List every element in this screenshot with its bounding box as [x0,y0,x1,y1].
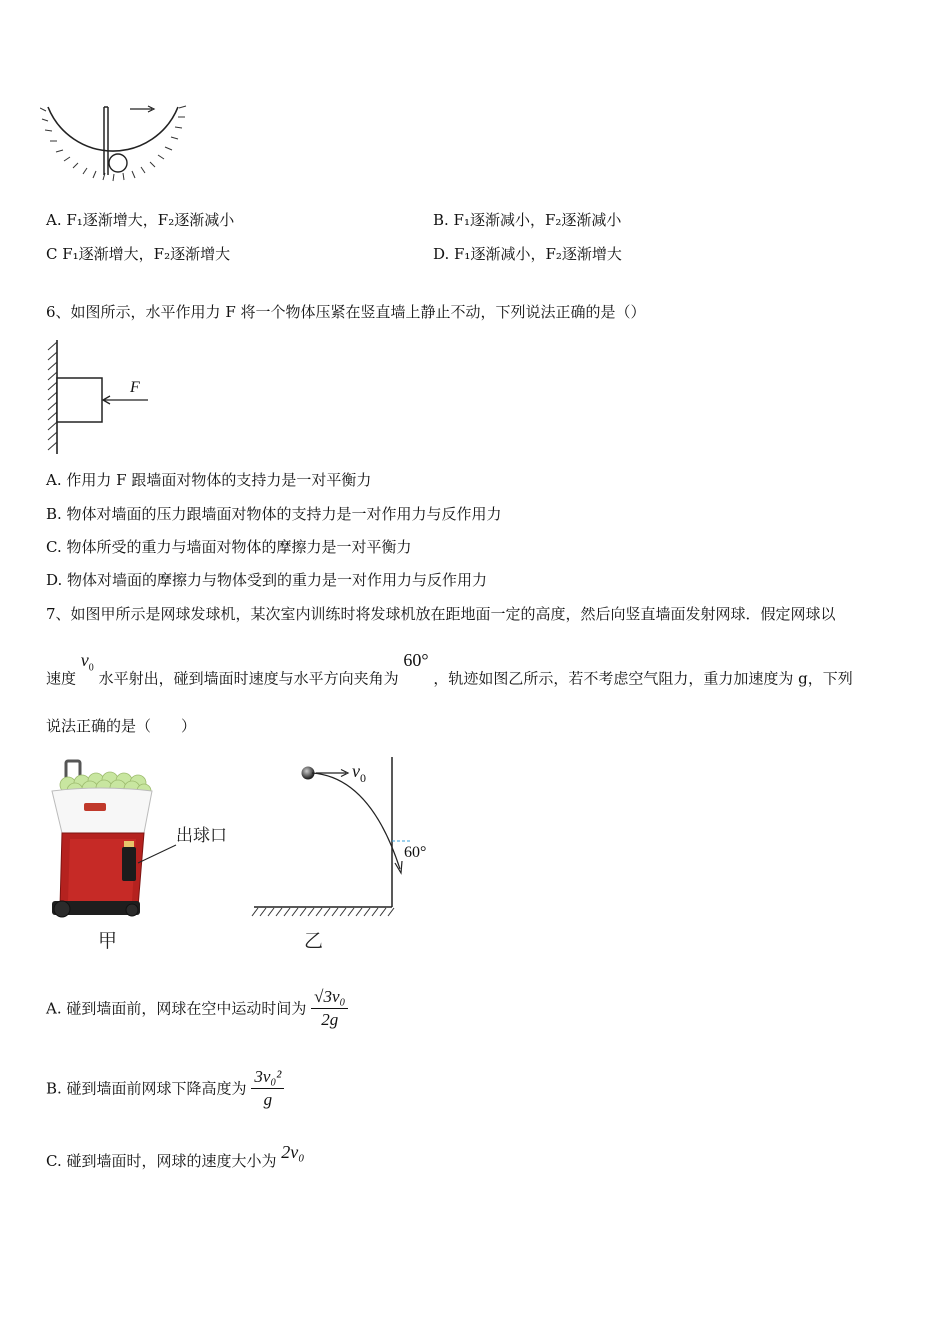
angle-label: 60° [404,844,427,861]
q7-option-a-text: A. 碰到墙面前，网球在空中运动时间为 [46,999,307,1018]
fraction-a [311,986,348,1031]
q5-option-c[interactable]: C F₁逐渐增大，F₂逐渐增大 [46,245,231,263]
q6-option-b[interactable]: B. 物体对墙面的压力跟墙面对物体的支持力是一对作用力与反作用力 [46,505,502,523]
outlet-label: 出球口 [176,826,227,845]
q7-option-a[interactable] [46,986,348,1036]
wall-block-figure [40,338,160,458]
q7-stem-line2-c: ，轨迹如图乙所示，若不考虑空气阻力，重力加速度为 g，下列 [433,669,853,688]
fig-yi-label: 乙 [304,931,324,952]
fraction-b-num: 3v₀² [251,1066,284,1089]
q7-option-b-text: B. 碰到墙面前网球下降高度为 [46,1079,247,1098]
q7-option-c-text: C. 碰到墙面时，网球的速度大小为 [46,1152,277,1170]
trajectory-figure [250,755,450,955]
fraction-b [251,1066,284,1111]
q6-option-a[interactable]: A. 作用力 F 跟墙面对物体的支持力是一对平衡力 [46,471,372,489]
v0-letter: v [80,650,89,670]
q7-option-c-expr: 2v₀ [281,1142,305,1162]
ball-machine-figure [40,755,250,955]
q7-stem-line3: 说法正确的是（ ） [46,717,197,735]
v0-symbol: $v_0$ [80,650,94,674]
q7-stem-line2 [46,650,853,690]
v0-label: $v_0$ [352,761,366,785]
v0-label-letter: v [352,761,360,781]
angle-60: 60° [403,650,429,670]
q6-option-d[interactable]: D. 物体对墙面的摩擦力与物体受到的重力是一对作用力与反作用力 [46,571,488,589]
q7-option-c[interactable] [46,1142,305,1180]
q5-option-d[interactable]: D. F₁逐渐减小，F₂逐渐增大 [433,245,622,263]
q7-option-b[interactable] [46,1066,284,1116]
fraction-b-den: g [263,1090,273,1109]
bowl-figure [40,95,190,190]
fig-jia-label: 甲 [98,931,118,952]
q7-stem-line1: 7、如图甲所示是网球发球机，某次室内训练时将发球机放在距地面一定的高度，然后向竖直墙面发射网球．假定网球以 [46,605,836,623]
q6-option-c[interactable]: C. 物体所受的重力与墙面对物体的摩擦力是一对平衡力 [46,538,412,556]
force-f-label: F [130,379,140,396]
q7-stem-line2-a: 速度 [46,669,77,688]
q5-option-b[interactable]: B. F₁逐渐减小，F₂逐渐减小 [433,211,622,229]
fraction-a-den: 2g [321,1010,339,1029]
q5-option-a[interactable]: A. F₁逐渐增大，F₂逐渐减小 [46,211,235,229]
q7-stem-line2-b: 水平射出，碰到墙面时速度与水平方向夹角为 [98,669,399,688]
fraction-a-num: √3v₀ [311,986,348,1009]
q6-stem: 6、如图所示，水平作用力 F 将一个物体压紧在竖直墙上静止不动，下列说法正确的是（） [46,303,646,321]
